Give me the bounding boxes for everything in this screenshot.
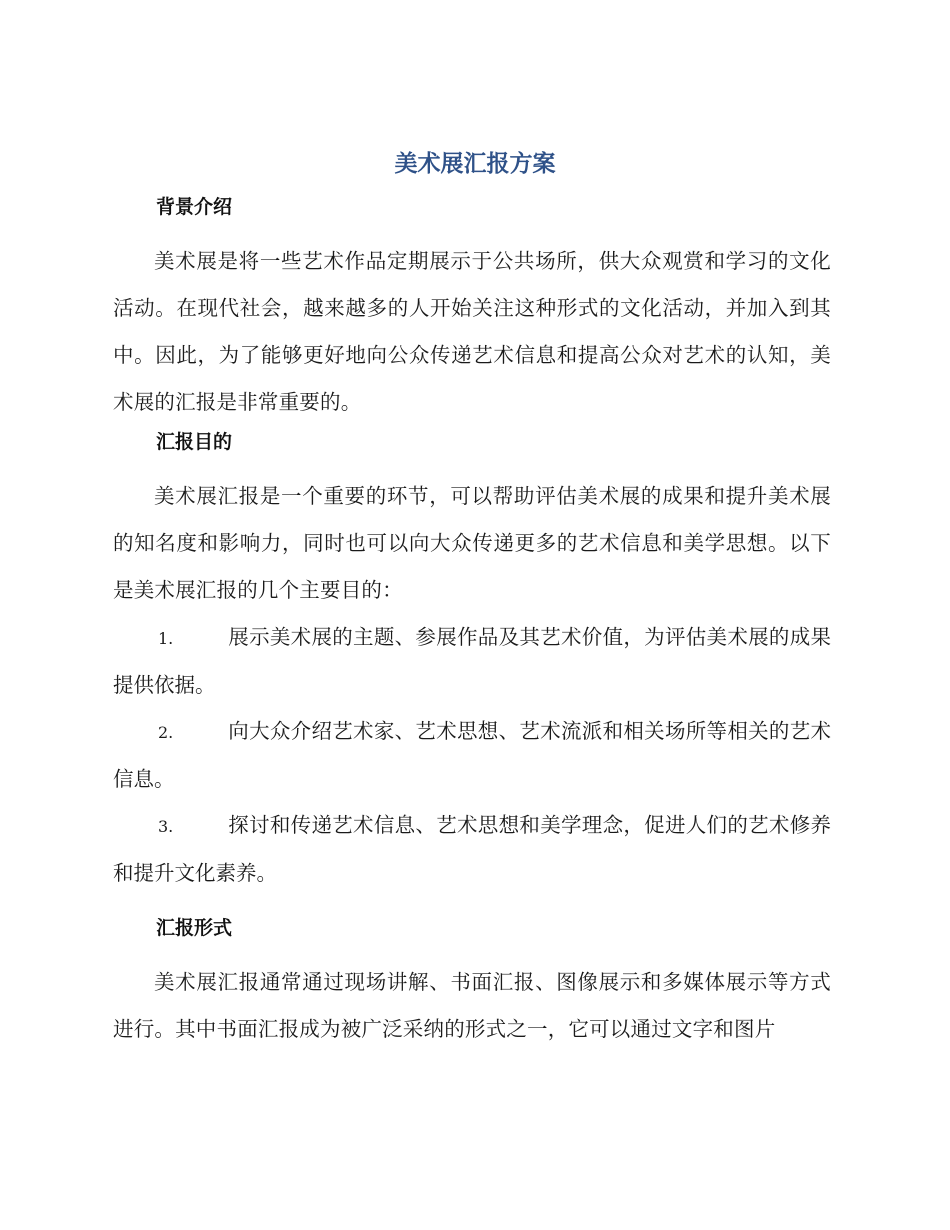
section-heading-background: 背景介绍 xyxy=(156,196,233,218)
list-item-text: 展示美术展的主题、参展作品及其艺术价值，为评估美术展的成果提供依据。 xyxy=(113,625,831,697)
section-heading-format: 汇报形式 xyxy=(156,917,233,939)
list-item-text: 向大众介绍艺术家、艺术思想、艺术流派和相关场所等相关的艺术信息。 xyxy=(113,719,831,791)
list-item-number: 2. xyxy=(158,723,174,742)
section-heading-purpose: 汇报目的 xyxy=(156,431,233,453)
list-item-text: 探讨和传递艺术信息、艺术思想和美学理念，促进人们的艺术修养和提升文化素养。 xyxy=(113,813,831,885)
list-item xyxy=(113,802,831,897)
section-paragraph-background: 美术展是将一些艺术作品定期展示于公共场所，供大众观赏和学习的文化活动。在现代社会，越来越多的人开始关注这种形式的文化活动，并加入到其中。因此，为了能够更好地向公众传递艺术信息和提高公众对艺术的认知，美术展的汇报是非常重要的。 xyxy=(113,249,831,414)
section-paragraph-purpose: 美术展汇报是一个重要的环节，可以帮助评估美术展的成果和提升美术展的知名度和影响力，同时也可以向大众传递更多的艺术信息和美学思想。以下是美术展汇报的几个主要目的： xyxy=(113,484,831,602)
list-item xyxy=(113,614,831,709)
section-paragraph-format: 美术展汇报通常通过现场讲解、书面汇报、图像展示和多媒体展示等方式进行。其中书面汇报成为被广泛采纳的形式之一，它可以通过文字和图片 xyxy=(113,970,831,1041)
list-item-number: 1. xyxy=(158,629,174,648)
list-item-number: 3. xyxy=(158,817,174,836)
list-item xyxy=(113,708,831,803)
document-title: 美术展汇报方案 xyxy=(394,151,556,177)
